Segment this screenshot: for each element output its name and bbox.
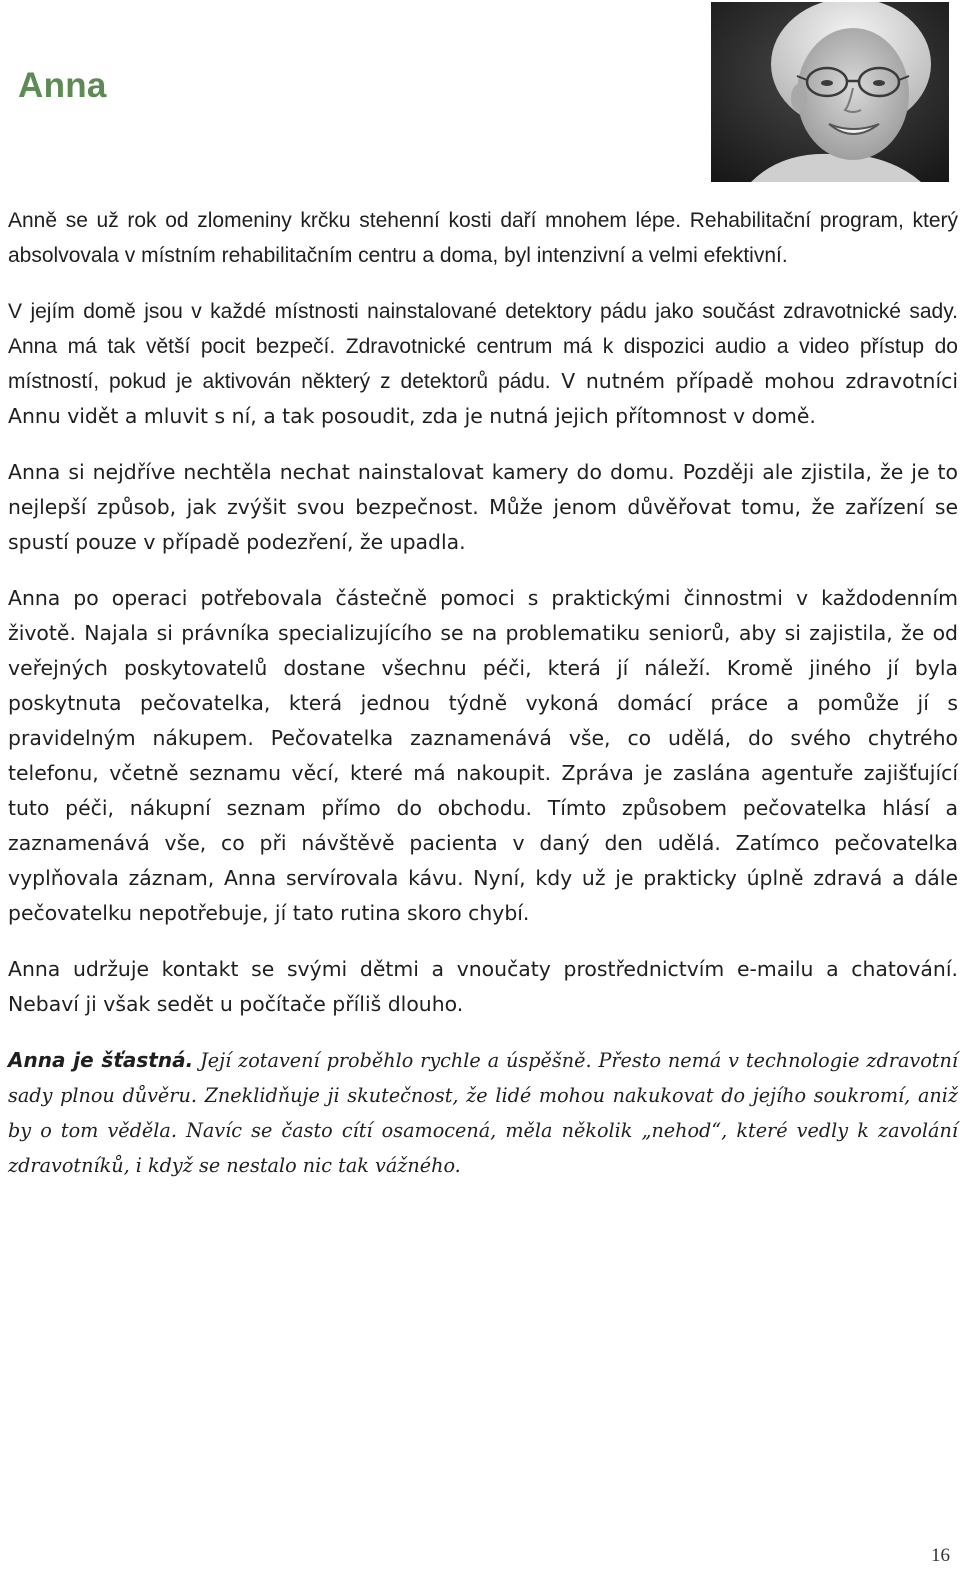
- summary-lead: Anna je šťastná.: [8, 1048, 194, 1072]
- portrait-photo: [711, 2, 949, 182]
- summary-rest: Její zotavení proběhlo rychle a úspěšně. Přesto nemá v technologie zdravotní sady plnou důvěru. Zneklidňuje ji skutečnost, že lidé mohou nakukovat do jejího soukromí, aniž by o tom věděla. Navíc se často cítí osamocená, měla několik „nehod“, které vedly k zavolání zdravotníků, i když se nestalo nic tak vážného.: [8, 1049, 958, 1177]
- paragraph-caregiver: Anna po operaci potřebovala částečně pomoci s praktickými činnostmi v každodenním životě. Najala si právníka specializujícího se na problematiku seniorů, aby si zajistila, že od veřejných poskytovatelů dostane všechnu péči, která jí náleží. Kromě jiného jí byla poskytnuta pečovatelka, která jednou týdně vykoná domácí práce a pomůže jí s pravidelným nákupem. Pečovatelka zaznamenává vše, co udělá, do svého chytrého telefonu, včetně seznamu věcí, které má nakoupit. Zpráva je zaslána agentuře zajišťující tuto péči, nákupní seznam přímo do obchodu. Tímto způsobem pečovatelka hlásí a zaznamenává vše, co při návštěvě pacienta v daný den udělá. Zatímco pečovatelka vyplňovala záznam, Anna servírovala kávu. Nyní, kdy už je prakticky úplně zdravá a dále pečovatelku nepotřebuje, jí tato rutina skoro chybí.: [8, 586, 958, 925]
- page-title: Anna: [18, 66, 107, 105]
- article-body: [8, 203, 958, 1204]
- paragraph-cameras: Anna si nejdříve nechtěla nechat nainstalovat kamery do domu. Později ale zjistila, že je to nejlepší způsob, jak zvýšit svou bezpečnost. Může jenom důvěřovat tomu, že zařízení se spustí pouze v případě podezření, že upadla.: [8, 460, 958, 554]
- paragraph-contact: Anna udržuje kontakt se svými dětmi a vnoučaty prostřednictvím e-mailu a chatování. Nebaví ji však sedět u počítače příliš dlouho.: [8, 957, 958, 1016]
- paragraph-recovery: Anně se už rok od zlomeniny krčku stehenní kosti daří mnohem lépe. Rehabilitační program, který absolvovala v místním rehabilitačním centru a doma, byl intenzivní a velmi efektivní.: [8, 209, 958, 267]
- paragraph-fall-detectors: [8, 294, 958, 434]
- portrait-illustration: [711, 2, 949, 182]
- page-number: 16: [931, 1545, 950, 1566]
- paragraph-fall-detectors-rest: V nutném případě mohou zdravotníci Annu vidět a mluvit s ní, a tak posoudit, zda je nutná jejich přítomnost v domě.: [8, 369, 958, 428]
- paragraph-fall-detectors-lead: V jejím domě jsou v každé místnosti nainstalované detektory pádu jako součást zdravotnické sady. Anna má tak větší pocit bezpečí. Zdravotnické centrum má k dispozici audio a video přístup do místností, pokud je aktivován některý z detektorů pádu.: [8, 300, 958, 393]
- paragraph-summary: [8, 1043, 958, 1183]
